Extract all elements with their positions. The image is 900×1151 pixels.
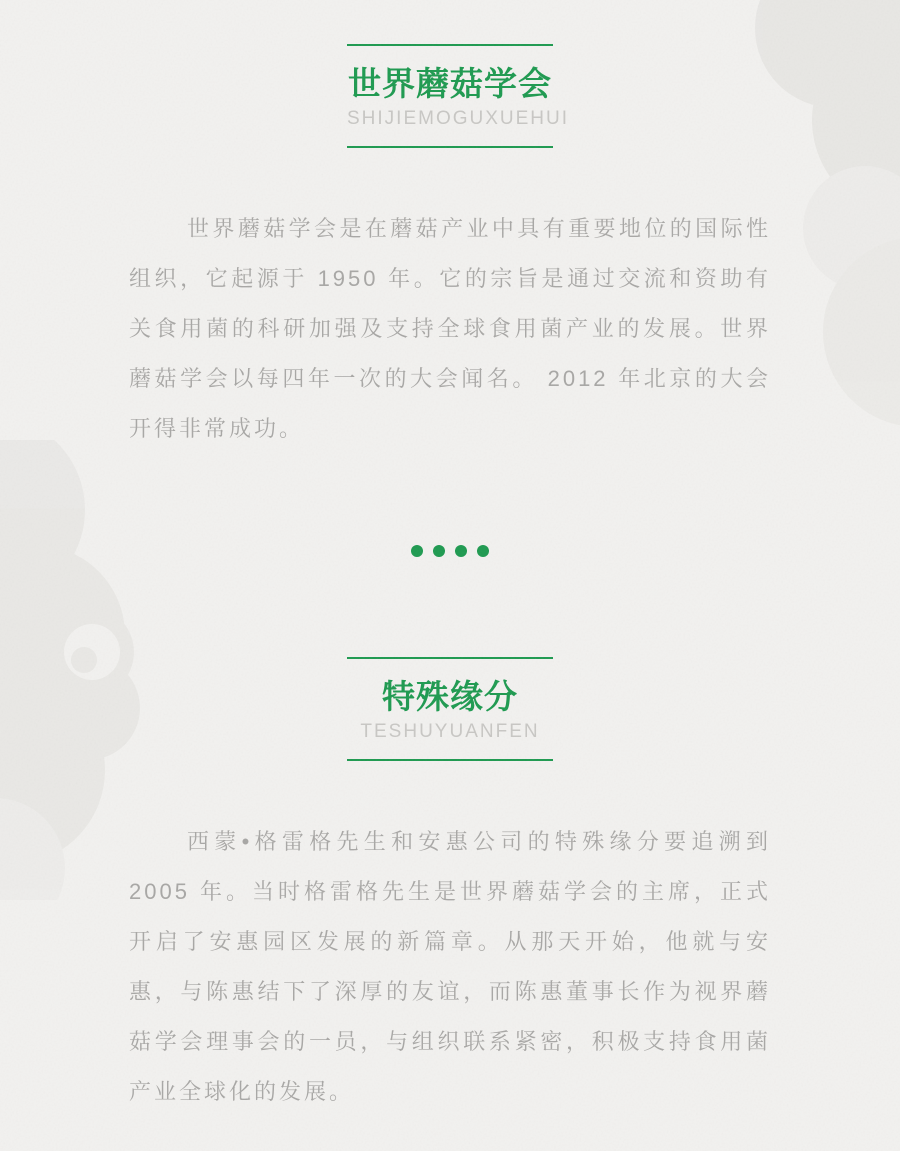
section-rule-bottom bbox=[347, 146, 553, 148]
section-world-mushroom-society bbox=[0, 44, 900, 454]
section-title: 世界蘑菇学会 bbox=[348, 64, 552, 103]
section-paragraph: 西蒙•格雷格先生和安惠公司的特殊缘分要追溯到 2005 年。当时格雷格先生是世界蘑菇学会的主席，正式开启了安惠园区发展的新篇章。从那天开始，他就与安惠，与陈惠结下了深厚的友谊，而陈惠董事长作为视界蘑菇学会理事会的一员，与组织联系紧密，积极支持食用菌产业全球化的发展。 bbox=[129, 829, 771, 1104]
section-rule-top bbox=[347, 657, 553, 659]
section-divider-dots bbox=[0, 545, 900, 557]
divider-dot bbox=[433, 545, 445, 557]
section-rule-bottom bbox=[347, 759, 553, 761]
section-rule-top bbox=[347, 44, 553, 46]
section-header bbox=[347, 44, 570, 148]
section-paragraph: 世界蘑菇学会是在蘑菇产业中具有重要地位的国际性组织，它起源于 1950 年。它的宗旨是通过交流和资助有关食用菌的科研加强及支持全球食用菌产业的发展。世界蘑菇学会以每四年一次的大会闻名。 2012 年北京的大会开得非常成功。 bbox=[129, 216, 771, 441]
section-special-bond bbox=[0, 657, 900, 1117]
section-title: 特殊缘分 bbox=[382, 677, 518, 716]
section-pinyin: SHIJIEMOGUXUEHUI bbox=[347, 108, 570, 129]
divider-dot bbox=[411, 545, 423, 557]
divider-dot bbox=[455, 545, 467, 557]
divider-dot bbox=[477, 545, 489, 557]
section-pinyin: TESHUYUANFEN bbox=[360, 721, 540, 742]
section-header bbox=[347, 657, 553, 761]
